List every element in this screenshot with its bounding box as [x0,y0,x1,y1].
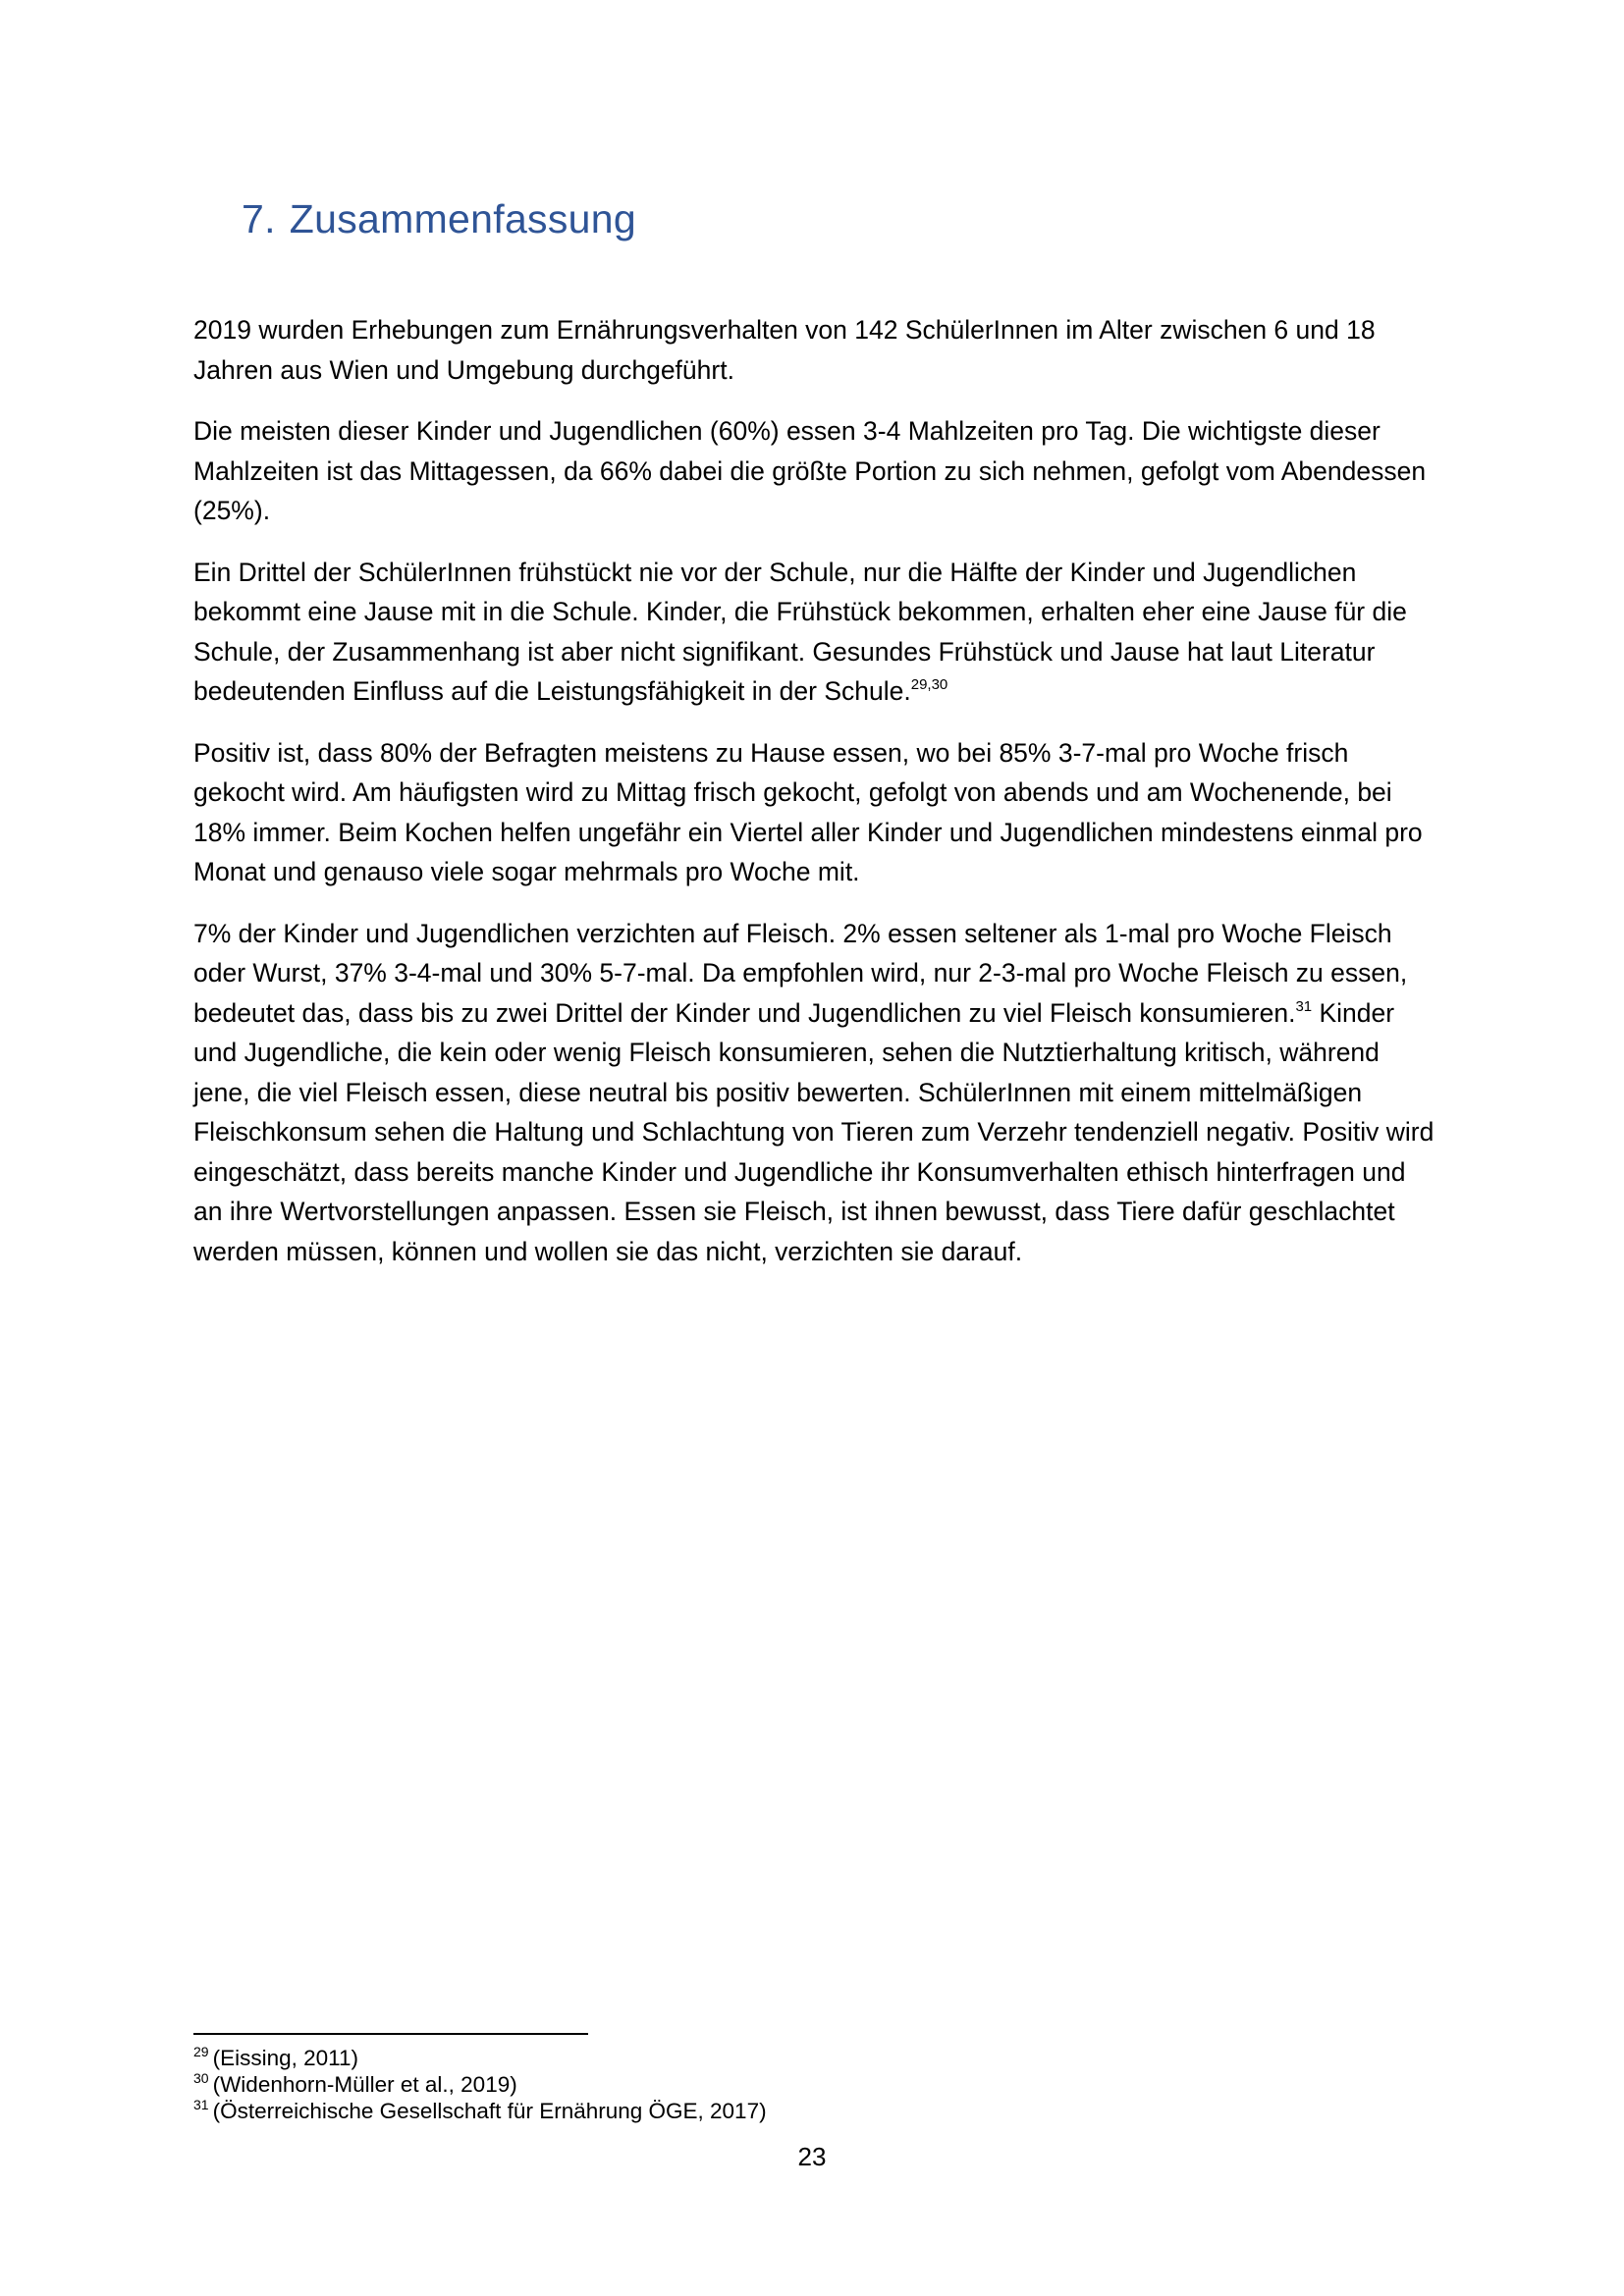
footnote-text: (Eissing, 2011) [212,2046,358,2070]
footnote-number: 30 [193,2070,209,2086]
paragraph-text: Die meisten dieser Kinder und Jugendlichen (60%) essen 3-4 Mahlzeiten pro Tag. Die wichtigste dieser Mahlzeiten ist das Mittagessen, da 66% dabei die größte Portion zu sich nehmen, gefolgt vom Abendessen (25%). [193,416,1427,525]
paragraph-text: Kinder und Jugendliche, die kein oder wenig Fleisch konsumieren, sehen die Nutztierhaltung kritisch, während jene, die viel Fleisch essen, diese neutral bis positiv bewerten. SchülerInnen mit einem mittelmäßigen Fleischkonsum sehen die Haltung und Schlachtung von Tieren zum Verzehr tendenziell negativ. Positiv wird eingeschätzt, dass bereits manche Kinder und Jugendliche ihr Konsumverhalten ethisch hinterfragen und an ihre Wertvorstellungen anpassen. Essen sie Fleisch, ist ihnen bewusst, dass Tiere dafür geschlachtet werden müssen, können und wollen sie das nicht, verzichten sie darauf. [193,997,1435,1266]
footnote-text: (Widenhorn-Müller et al., 2019) [212,2072,517,2097]
paragraph-cooking [193,733,1435,892]
footnote-separator [193,2033,588,2035]
footnote-item [193,2098,1435,2124]
paragraph-text: Ein Drittel der SchülerInnen frühstückt nie vor der Schule, nur die Hälfte der Kinder und Jugendlichen bekommt eine Jause mit in die Schule. Kinder, die Frühstück bekommen, erhalten eher eine Jause für die Schule, der Zusammenhang ist aber nicht signifikant. Gesundes Frühstück und Jause hat laut Literatur bedeutenden Einfluss auf die Leistungsfähigkeit in der Schule. [193,557,1407,706]
paragraph-meals [193,411,1435,531]
footnote-number: 29 [193,2044,209,2059]
page-number: 23 [797,2142,827,2171]
footnote-item [193,2045,1435,2071]
paragraph-text: 7% der Kinder und Jugendlichen verzichten auf Fleisch. 2% essen seltener als 1-mal pro Woche Fleisch oder Wurst, 37% 3-4-mal und 30% 5-7-mal. Da empfohlen wird, nur 2-3-mal pro Woche Fleisch zu essen, bedeutet das, dass bis zu zwei Drittel der Kinder und Jugendlichen zu viel Fleisch konsumieren. [193,918,1408,1028]
paragraph-study-overview [193,310,1435,390]
footnote-reference[interactable]: 29,30 [910,676,948,693]
footnote-reference[interactable]: 31 [1295,997,1313,1015]
section-title: Zusammenfassung [289,196,636,241]
body-text [193,310,1435,1293]
footnotes [193,2045,1435,2124]
footnote-item [193,2071,1435,2098]
paragraph-meat-consumption [193,914,1435,1272]
footnote-number: 31 [193,2097,209,2112]
footnote-text: (Österreichische Gesellschaft für Ernährung ÖGE, 2017) [212,2099,767,2123]
paragraph-breakfast [193,553,1435,712]
paragraph-text: Positiv ist, dass 80% der Befragten meistens zu Hause essen, wo bei 85% 3-7-mal pro Woche frisch gekocht wird. Am häufigsten wird zu Mittag frisch gekocht, gefolgt von abends und am Wochenende, bei 18% immer. Beim Kochen helfen ungefähr ein Viertel aller Kinder und Jugendlichen mindestens einmal pro Monat und genauso viele sogar mehrmals pro Woche mit. [193,737,1423,886]
section-heading [242,196,636,242]
section-number: 7. [242,196,276,241]
paragraph-text: 2019 wurden Erhebungen zum Ernährungsverhalten von 142 SchülerInnen im Alter zwischen 6 und 18 Jahren aus Wien und Umgebung durchgeführt. [193,315,1376,385]
